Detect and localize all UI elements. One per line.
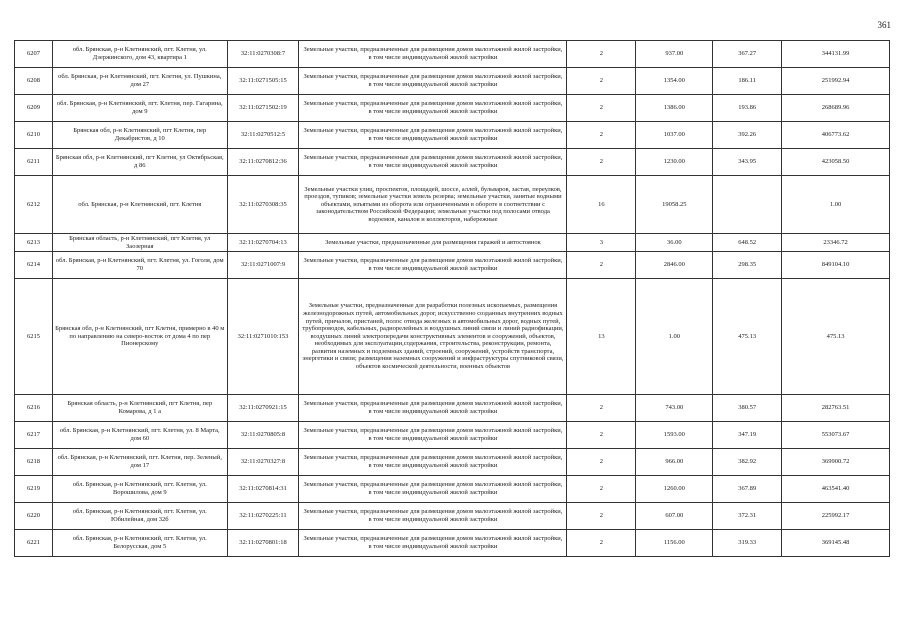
cadastral-number-cell: 32:11:0270801:18 (227, 530, 299, 557)
specific-value-cell: 648.52 (713, 234, 782, 252)
row-number: 6213 (15, 234, 53, 252)
category-cell: 2 (567, 68, 636, 95)
land-use-cell: Земельные участки, предназначенные для размещения домов малоэтажной жилой застройки, в том числе индивидуальной жилой застройки (299, 149, 567, 176)
cadastral-value-cell: 553073.67 (782, 422, 890, 449)
table-row (15, 41, 890, 68)
cadastral-value-cell: 23346.72 (782, 234, 890, 252)
area-cell: 36.00 (636, 234, 713, 252)
cadastral-value-cell: 849104.10 (782, 252, 890, 279)
area-cell: 1230.00 (636, 149, 713, 176)
specific-value-cell: 193.86 (713, 95, 782, 122)
land-use-cell: Земельные участки, предназначенные для размещения домов малоэтажной жилой застройки, в том числе индивидуальной жилой застройки (299, 95, 567, 122)
cadastral-number-cell: 32:11:0271010:153 (227, 279, 299, 395)
row-number: 6216 (15, 395, 53, 422)
specific-value-cell: 380.57 (713, 395, 782, 422)
address-cell: обл. Брянская, р-н Клетнянский, пгт. Клетня, пер. Гагарина, дом 9 (52, 95, 227, 122)
category-cell: 3 (567, 234, 636, 252)
land-use-cell: Земельные участки, предназначенные для размещения домов малоэтажной жилой застройки, в том числе индивидуальной жилой застройки (299, 449, 567, 476)
cadastral-value-cell: 344131.99 (782, 41, 890, 68)
address-cell: обл. Брянская, р-н Клетнянский, пгт. Клетня, ул. 8 Марта, дом 60 (52, 422, 227, 449)
table-row (15, 279, 890, 395)
category-cell: 2 (567, 149, 636, 176)
area-cell: 19058.25 (636, 176, 713, 234)
category-cell: 16 (567, 176, 636, 234)
cadastral-number-cell: 32:11:0270921:15 (227, 395, 299, 422)
specific-value-cell: 475.13 (713, 279, 782, 395)
category-cell: 2 (567, 449, 636, 476)
row-number: 6220 (15, 503, 53, 530)
row-number: 6208 (15, 68, 53, 95)
cadastral-value-cell: 463541.40 (782, 476, 890, 503)
cadastral-value-cell: 369145.48 (782, 530, 890, 557)
area-cell: 607.00 (636, 503, 713, 530)
table-row (15, 68, 890, 95)
area-cell: 1156.00 (636, 530, 713, 557)
row-number: 6215 (15, 279, 53, 395)
cadastral-value-cell: 369900.72 (782, 449, 890, 476)
address-cell: обл. Брянская, р-н Клетнянский, пгт. Клетня, ул. Белорусская, дом 5 (52, 530, 227, 557)
category-cell: 2 (567, 395, 636, 422)
cadastral-value-cell: 251992.94 (782, 68, 890, 95)
row-number: 6207 (15, 41, 53, 68)
cadastral-number-cell: 32:11:0270308:35 (227, 176, 299, 234)
cadastral-number-cell: 32:11:0271505:15 (227, 68, 299, 95)
area-cell: 1.00 (636, 279, 713, 395)
land-use-cell: Земельные участки улиц, проспектов, площадей, шоссе, аллей, бульваров, застав, переулков, проездов, тупиков; земельные участки земель резерва; земельные участки, занятые водными объектами, изъятыми из оборота или ограниченными в обороте в соответствии с законодательством Российской Федерации; земельные участки под полосами отвода водоемов, каналов и коллекторов, набережные (299, 176, 567, 234)
specific-value-cell: 347.19 (713, 422, 782, 449)
category-cell: 2 (567, 95, 636, 122)
area-cell: 937.00 (636, 41, 713, 68)
table-row (15, 449, 890, 476)
category-cell: 2 (567, 122, 636, 149)
area-cell: 1386.00 (636, 95, 713, 122)
category-cell: 2 (567, 422, 636, 449)
specific-value-cell: 298.35 (713, 252, 782, 279)
area-cell: 743.00 (636, 395, 713, 422)
area-cell: 1037.00 (636, 122, 713, 149)
row-number: 6211 (15, 149, 53, 176)
land-use-cell: Земельные участки, предназначенные для размещения домов малоэтажной жилой застройки, в том числе индивидуальной жилой застройки (299, 395, 567, 422)
specific-value-cell: 343.95 (713, 149, 782, 176)
cadastral-number-cell: 32:11:0270812:36 (227, 149, 299, 176)
address-cell: Брянская область, р-н Клетнянский, пгт Клетня, пер Комарова, д 1 а (52, 395, 227, 422)
table-row (15, 530, 890, 557)
row-number: 6209 (15, 95, 53, 122)
address-cell: обл. Брянская, р-н Клетнянский, пгт. Клетня, ул. Гоголя, дом 70 (52, 252, 227, 279)
address-cell: Брянская обл, р-н Клетнянский, пгт Клетня, примерно в 40 м по направлению на северо-восток от дома 4 по пер Пионерскому (52, 279, 227, 395)
cadastral-value-cell: 406773.62 (782, 122, 890, 149)
land-use-cell: Земельные участки, предназначенные для размещения гаражей и автостоянок (299, 234, 567, 252)
cadastral-value-cell: 423058.50 (782, 149, 890, 176)
address-cell: обл. Брянская, р-н Клетнянский, пгт. Клетня (52, 176, 227, 234)
row-number: 6214 (15, 252, 53, 279)
land-use-cell: Земельные участки, предназначенные для размещения домов малоэтажной жилой застройки, в том числе индивидуальной жилой застройки (299, 422, 567, 449)
category-cell: 2 (567, 41, 636, 68)
table-row (15, 503, 890, 530)
land-use-cell: Земельные участки, предназначенные для размещения домов малоэтажной жилой застройки, в том числе индивидуальной жилой застройки (299, 122, 567, 149)
row-number: 6218 (15, 449, 53, 476)
address-cell: Брянская обл, р-н Клетнянский, пгт Клетня, пер Декабристов, д 10 (52, 122, 227, 149)
area-cell: 2846.00 (636, 252, 713, 279)
cadastral-value-cell: 282763.51 (782, 395, 890, 422)
table-row (15, 149, 890, 176)
address-cell: обл. Брянская, р-н Клетнянский, пгт. Клетня, ул. Дзержинского, дом 43, квартира 1 (52, 41, 227, 68)
category-cell: 2 (567, 476, 636, 503)
table-row (15, 176, 890, 234)
specific-value-cell: 319.33 (713, 530, 782, 557)
cadastral-value-cell: 268689.96 (782, 95, 890, 122)
area-cell: 1593.00 (636, 422, 713, 449)
specific-value-cell: 367.89 (713, 476, 782, 503)
specific-value-cell: 382.92 (713, 449, 782, 476)
category-cell: 2 (567, 252, 636, 279)
area-cell: 966.00 (636, 449, 713, 476)
table-row (15, 252, 890, 279)
specific-value-cell: 392.26 (713, 122, 782, 149)
specific-value-cell: 186.11 (713, 68, 782, 95)
table-row (15, 234, 890, 252)
category-cell: 13 (567, 279, 636, 395)
land-use-cell: Земельные участки, предназначенные для размещения домов малоэтажной жилой застройки, в том числе индивидуальной жилой застройки (299, 41, 567, 68)
cadastral-value-cell: 225992.17 (782, 503, 890, 530)
address-cell: Брянская обл, р-н Клетнянский, пгт Клетня, ул Октябрьская, д 86 (52, 149, 227, 176)
table-row (15, 395, 890, 422)
land-use-cell: Земельные участки, предназначенные для размещения домов малоэтажной жилой застройки, в том числе индивидуальной жилой застройки (299, 252, 567, 279)
cadastral-number-cell: 32:11:0270805:8 (227, 422, 299, 449)
cadastral-number-cell: 32:11:0270327:8 (227, 449, 299, 476)
land-use-cell: Земельные участки, предназначенные для размещения домов малоэтажной жилой застройки, в том числе индивидуальной жилой застройки (299, 503, 567, 530)
area-cell: 1260.00 (636, 476, 713, 503)
cadastral-number-cell: 32:11:0270814:31 (227, 476, 299, 503)
land-use-cell: Земельные участки, предназначенные для разработки полезных ископаемых, размещения железнодорожных путей, автомобильных дорог, искусственно созданных внутренних водных путей, причалов, пристаней, полос отвода железных и автомобильных дорог, водных путей, трубопроводов, кабельных, радиорелейных и воздушных линий связи и линий радиофикации, воздушных линий электропередачи конструктивных элементов и сооружений, объектов, необходимых для эксплуатации,содержания, строительства, реконструкции, ремонта, развития наземных и подземных зданий, строений, сооружений, устройств транспорта, энергетики и связи; размещения наземных сооружений и инфраструктуры спутниковой связи, объектов космической деятельности, военных объектов (299, 279, 567, 395)
address-cell: обл. Брянская, р-н Клетнянский, пгт. Клетня, ул. Юбилейная, дом 32б (52, 503, 227, 530)
cadastral-number-cell: 32:11:0270512:5 (227, 122, 299, 149)
row-number: 6210 (15, 122, 53, 149)
land-use-cell: Земельные участки, предназначенные для размещения домов малоэтажной жилой застройки, в том числе индивидуальной жилой застройки (299, 68, 567, 95)
category-cell: 2 (567, 503, 636, 530)
cadastral-value-cell: 475.13 (782, 279, 890, 395)
area-cell: 1354.00 (636, 68, 713, 95)
address-cell: обл. Брянская, р-н Клетнянский, пгт. Клетня, пер. Зеленый, дом 17 (52, 449, 227, 476)
address-cell: обл. Брянская, р-н Клетнянский, пгт. Клетня, ул. Ворошилова, дом 9 (52, 476, 227, 503)
row-number: 6219 (15, 476, 53, 503)
table-row (15, 422, 890, 449)
cadastral-number-cell: 32:11:0270225:11 (227, 503, 299, 530)
category-cell: 2 (567, 530, 636, 557)
table-row (15, 95, 890, 122)
land-use-cell: Земельные участки, предназначенные для размещения домов малоэтажной жилой застройки, в том числе индивидуальной жилой застройки (299, 476, 567, 503)
table-row (15, 476, 890, 503)
row-number: 6221 (15, 530, 53, 557)
page-number: 361 (877, 20, 891, 30)
specific-value-cell: 372.31 (713, 503, 782, 530)
table-body (15, 41, 890, 557)
row-number: 6217 (15, 422, 53, 449)
cadastral-value-table (14, 40, 890, 557)
address-cell: обл. Брянская, р-н Клетнянский, пгт. Клетня, ул. Пушкина, дом 27 (52, 68, 227, 95)
cadastral-number-cell: 32:11:0270704:13 (227, 234, 299, 252)
cadastral-number-cell: 32:11:0270308:7 (227, 41, 299, 68)
cadastral-number-cell: 32:11:0271502:19 (227, 95, 299, 122)
address-cell: Брянская область, р-н Клетнянский, пгт Клетня, ул Заозерная (52, 234, 227, 252)
table-row (15, 122, 890, 149)
cadastral-number-cell: 32:11:0271007:9 (227, 252, 299, 279)
specific-value-cell (713, 176, 782, 234)
row-number: 6212 (15, 176, 53, 234)
land-use-cell: Земельные участки, предназначенные для размещения домов малоэтажной жилой застройки, в том числе индивидуальной жилой застройки (299, 530, 567, 557)
specific-value-cell: 367.27 (713, 41, 782, 68)
cadastral-value-cell: 1.00 (782, 176, 890, 234)
